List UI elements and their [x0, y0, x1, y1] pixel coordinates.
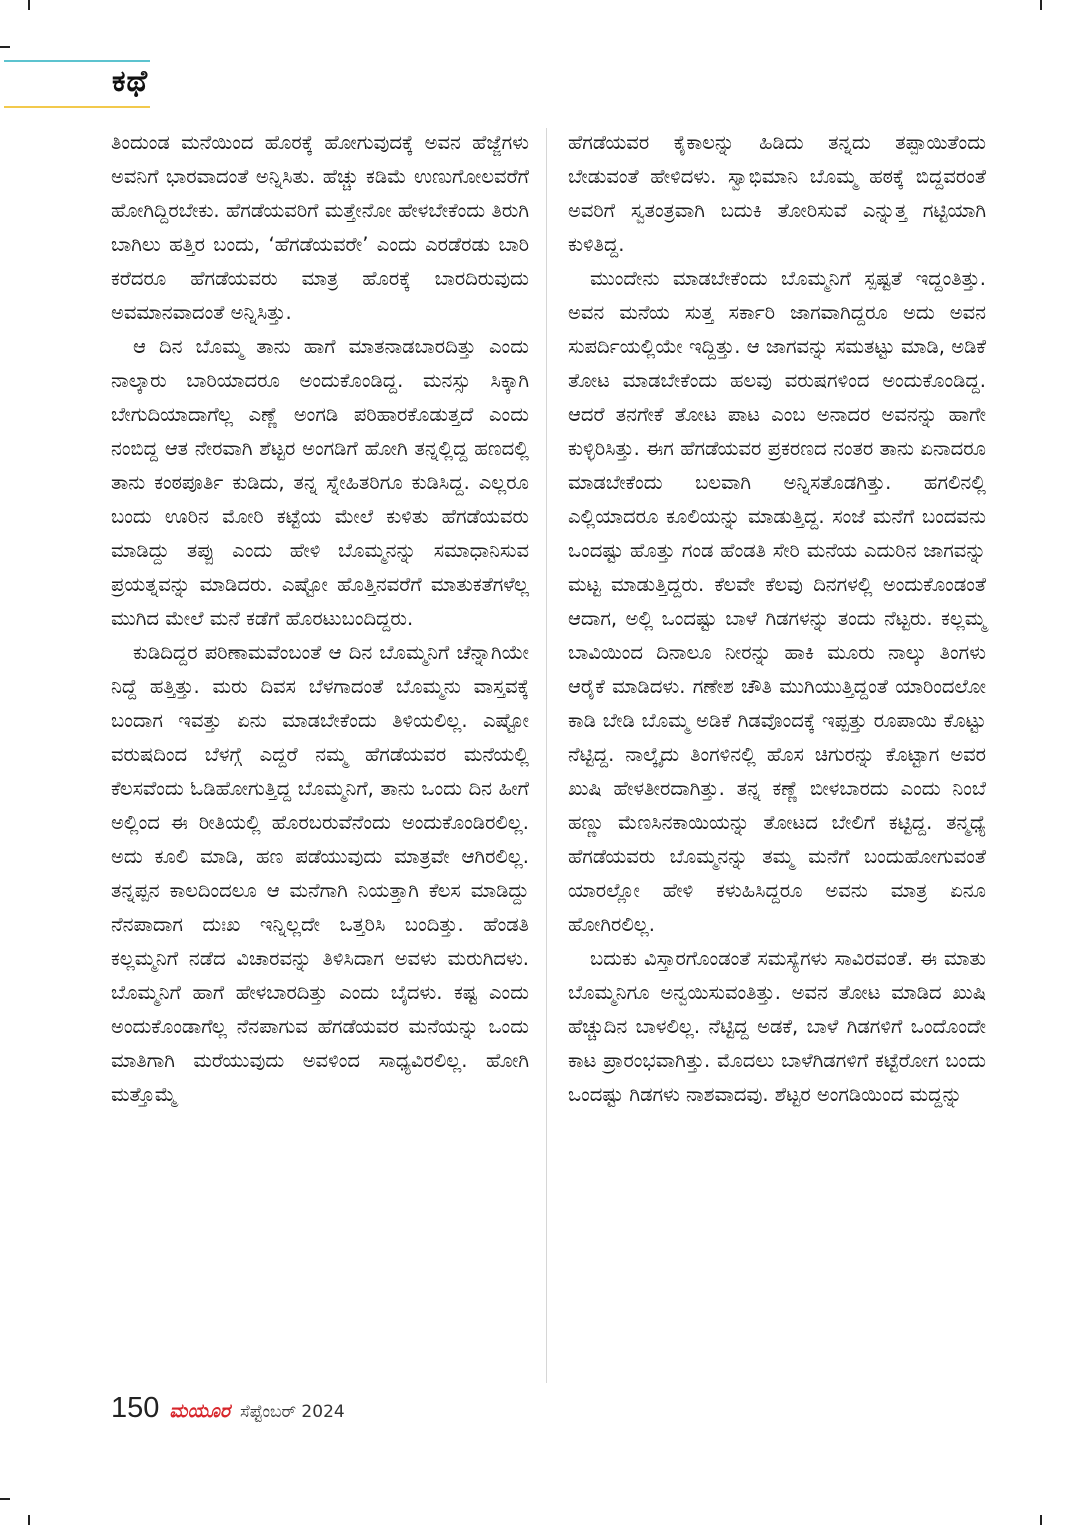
crop-mark-bottom-left	[28, 1515, 30, 1525]
crop-mark-bottom-right	[1040, 1515, 1042, 1525]
paragraph: ತಿಂದುಂಡ ಮನೆಯಿಂದ ಹೊರಕ್ಕೆ ಹೋಗುವುದಕ್ಕೆ ಅವನ ಹೆಜ್ಜೆಗಳು ಅವನಿಗೆ ಭಾರವಾದಂತೆ ಅನ್ನಿಸಿತು. ಹೆಚ್ಚು ಕಡಿಮೆ ಉಣುಗೋಲವರೆಗೆ ಹೋಗಿದ್ದಿರಬೇಕು. ಹೆಗಡೆಯವರಿಗೆ ಮತ್ತೇನೋ ಹೇಳಬೇಕೆಂದು ತಿರುಗಿ ಬಾಗಿಲು ಹತ್ತಿರ ಬಂದು, ‘ಹೆಗಡೆಯವರೇ’ ಎಂದು ಎರಡೆರಡು ಬಾರಿ ಕರೆದರೂ ಹೆಗಡೆಯವರು ಮಾತ್ರ ಹೊರಕ್ಕೆ ಬಾರದಿರುವುದು ಅವಮಾನವಾದಂತೆ ಅನ್ನಿಸಿತ್ತು.	[111, 131, 529, 324]
crop-mark-top-left	[28, 0, 30, 10]
paragraph: ಬದುಕು ವಿಸ್ತಾರಗೊಂಡಂತೆ ಸಮಸ್ಯೆಗಳು ಸಾವಿರವಂತೆ. ಈ ಮಾತು ಬೊಮ್ಮನಿಗೂ ಅನ್ವಯಿಸುವಂತಿತ್ತು. ಅವನ ತೋಟ ಮಾಡಿದ ಖುಷಿ ಹೆಚ್ಚುದಿನ ಬಾಳಲಿಲ್ಲ. ನೆಟ್ಟಿದ್ದ ಅಡಕೆ, ಬಾಳೆ ಗಿಡಗಳಿಗೆ ಒಂದೊಂದೇ ಕಾಟ ಪ್ರಾರಂಭವಾಗಿತ್ತು. ಮೊದಲು ಬಾಳೆಗಿಡಗಳಿಗೆ ಕಟ್ಟೆರೋಗ ಬಂದು ಒಂದಷ್ಟು ಗಿಡಗಳು ನಾಶವಾದವು. ಶೆಟ್ಟರ ಅಂಗಡಿಯಿಂದ ಮದ್ದನ್ನು	[568, 947, 986, 1106]
paragraph: ಕುಡಿದಿದ್ದರ ಪರಿಣಾಮವೆಂಬಂತೆ ಆ ದಿನ ಬೊಮ್ಮನಿಗೆ ಚೆನ್ನಾಗಿಯೇ ನಿದ್ದೆ ಹತ್ತಿತ್ತು. ಮರು ದಿವಸ ಬೆಳಗಾದಂತೆ ಬೊಮ್ಮನು ವಾಸ್ತವಕ್ಕೆ ಬಂದಾಗ ಇವತ್ತು ಏನು ಮಾಡಬೇಕೆಂದು ತಿಳಿಯಲಿಲ್ಲ. ಎಷ್ಟೋ ವರುಷದಿಂದ ಬೆಳಗ್ಗೆ ಎದ್ದರೆ ನಮ್ಮ ಹೆಗಡೆಯವರ ಮನೆಯಲ್ಲಿ ಕೆಲಸವೆಂದು ಓಡಿಹೋಗುತ್ತಿದ್ದ ಬೊಮ್ಮನಿಗೆ, ತಾನು ಒಂದು ದಿನ ಹೀಗೆ ಅಲ್ಲಿಂದ ಈ ರೀತಿಯಲ್ಲಿ ಹೊರಬರುವೆನೆಂದು ಅಂದುಕೊಂಡಿರಲಿಲ್ಲ. ಅದು ಕೂಲಿ ಮಾಡಿ, ಹಣ ಪಡೆಯುವುದು ಮಾತ್ರವೇ ಆಗಿರಲಿಲ್ಲ. ತನ್ನಪ್ಪನ ಕಾಲದಿಂದಲೂ ಆ ಮನೆಗಾಗಿ ನಿಯತ್ತಾಗಿ ಕೆಲಸ ಮಾಡಿದ್ದು ನೆನಪಾದಾಗ ದುಃಖ ಇನ್ನಿಲ್ಲದೇ ಒತ್ತರಿಸಿ ಬಂದಿತ್ತು. ಹೆಂಡತಿ ಕಲ್ಲಮ್ಮನಿಗೆ ನಡೆದ ವಿಚಾರವನ್ನು ತಿಳಿಸಿದಾಗ ಅವಳು ಮರುಗಿದಳು. ಬೊಮ್ಮನಿಗೆ ಹಾಗೆ ಹೇಳಬಾರದಿತ್ತು ಎಂದು ಬೈದಳು. ಕಷ್ಟ ಎಂದು ಅಂದುಕೊಂಡಾಗೆಲ್ಲ ನೆನಪಾಗುವ ಹೆಗಡೆಯವರ ಮನೆಯನ್ನು ಒಂದು ಮಾತಿಗಾಗಿ ಮರೆಯುವುದು ಅವಳಿಂದ ಸಾಧ್ಯವಿರಲಿಲ್ಲ. ಹೋಗಿ ಮತ್ತೊಮ್ಮೆ	[111, 641, 529, 1106]
header-rule-yellow	[4, 106, 150, 108]
article-column-right	[568, 126, 986, 1112]
paragraph: ಹೆಗಡೆಯವರ ಕೈಕಾಲನ್ನು ಹಿಡಿದು ತನ್ನದು ತಪ್ಪಾಯಿತೆಂದು ಬೇಡುವಂತೆ ಹೇಳಿದಳು. ಸ್ವಾಭಿಮಾನಿ ಬೊಮ್ಮ ಹಠಕ್ಕೆ ಬಿದ್ದವರಂತೆ ಅವರಿಗೆ ಸ್ವತಂತ್ರವಾಗಿ ಬದುಕಿ ತೋರಿಸುವೆ ಎನ್ನುತ್ತ ಗಟ್ಟಿಯಾಗಿ ಕುಳಿತಿದ್ದ.	[568, 131, 986, 256]
crop-mark-left-top	[0, 46, 10, 48]
paragraph: ಆ ದಿನ ಬೊಮ್ಮ ತಾನು ಹಾಗೆ ಮಾತನಾಡಬಾರದಿತ್ತು ಎಂದು ನಾಲ್ಕಾರು ಬಾರಿಯಾದರೂ ಅಂದುಕೊಂಡಿದ್ದ. ಮನಸ್ಸು ಸಿಕ್ಕಾಗಿ ಬೇಗುದಿಯಾದಾಗೆಲ್ಲ ಎಣ್ಣೆ ಅಂಗಡಿ ಪರಿಹಾರಕೊಡುತ್ತದೆ ಎಂದು ನಂಬಿದ್ದ ಆತ ನೇರವಾಗಿ ಶೆಟ್ಟರ ಅಂಗಡಿಗೆ ಹೋಗಿ ತನ್ನಲ್ಲಿದ್ದ ಹಣದಲ್ಲಿ ತಾನು ಕಂಠಪೂರ್ತಿ ಕುಡಿದು, ತನ್ನ ಸ್ನೇಹಿತರಿಗೂ ಕುಡಿಸಿದ್ದ. ಎಲ್ಲರೂ ಬಂದು ಊರಿನ ಮೋರಿ ಕಟ್ಟೆಯ ಮೇಲೆ ಕುಳಿತು ಹೆಗಡೆಯವರು ಮಾಡಿದ್ದು ತಪ್ಪು ಎಂದು ಹೇಳಿ ಬೊಮ್ಮನನ್ನು ಸಮಾಧಾನಿಸುವ ಪ್ರಯತ್ನವನ್ನು ಮಾಡಿದರು. ಎಷ್ಟೋ ಹೊತ್ತಿನವರೆಗೆ ಮಾತುಕತೆಗಳೆಲ್ಲ ಮುಗಿದ ಮೇಲೆ ಮನೆ ಕಡೆಗೆ ಹೊರಟುಬಂದಿದ್ದರು.	[111, 335, 529, 630]
column-divider	[546, 128, 547, 1383]
header-rule-teal	[4, 60, 150, 62]
page-number: 150	[111, 1392, 160, 1424]
crop-mark-top-right	[1040, 0, 1042, 10]
crop-mark-left-bottom	[0, 1498, 10, 1500]
page-footer	[111, 1392, 345, 1425]
issue-date: ಸೆಪ್ಟೆಂಬರ್ 2024	[239, 1402, 345, 1422]
magazine-logo: ಮಯೂರ	[169, 1400, 230, 1422]
section-label: ಕಥೆ	[112, 64, 149, 99]
article-column-left	[111, 126, 529, 1112]
paragraph: ಮುಂದೇನು ಮಾಡಬೇಕೆಂದು ಬೊಮ್ಮನಿಗೆ ಸ್ಪಷ್ಟತೆ ಇದ್ದಂತಿತ್ತು. ಅವನ ಮನೆಯ ಸುತ್ತ ಸರ್ಕಾರಿ ಜಾಗವಾಗಿದ್ದರೂ ಅದು ಅವನ ಸುಪರ್ದಿಯಲ್ಲಿಯೇ ಇದ್ದಿತ್ತು. ಆ ಜಾಗವನ್ನು ಸಮತಟ್ಟು ಮಾಡಿ, ಅಡಿಕೆ ತೋಟ ಮಾಡಬೇಕೆಂದು ಹಲವು ವರುಷಗಳಿಂದ ಅಂದುಕೊಂಡಿದ್ದ. ಆದರೆ ತನಗೇಕೆ ತೋಟ ಪಾಟ ಎಂಬ ಅನಾದರ ಅವನನ್ನು ಹಾಗೇ ಕುಳ್ಳಿರಿಸಿತ್ತು. ಈಗ ಹೆಗಡೆಯವರ ಪ್ರಕರಣದ ನಂತರ ತಾನು ಏನಾದರೂ ಮಾಡಬೇಕೆಂದು ಬಲವಾಗಿ ಅನ್ನಿಸತೊಡಗಿತ್ತು. ಹಗಲಿನಲ್ಲಿ ಎಲ್ಲಿಯಾದರೂ ಕೂಲಿಯನ್ನು ಮಾಡುತ್ತಿದ್ದ. ಸಂಜೆ ಮನೆಗೆ ಬಂದವನು ಒಂದಷ್ಟು ಹೊತ್ತು ಗಂಡ ಹೆಂಡತಿ ಸೇರಿ ಮನೆಯ ಎದುರಿನ ಜಾಗವನ್ನು ಮಟ್ಟ ಮಾಡುತ್ತಿದ್ದರು. ಕೆಲವೇ ಕೆಲವು ದಿನಗಳಲ್ಲಿ ಅಂದುಕೊಂಡಂತೆ ಆದಾಗ, ಅಲ್ಲಿ ಒಂದಷ್ಟು ಬಾಳೆ ಗಿಡಗಳನ್ನು ತಂದು ನೆಟ್ಟರು. ಕಲ್ಲಮ್ಮ ಬಾವಿಯಿಂದ ದಿನಾಲೂ ನೀರನ್ನು ಹಾಕಿ ಮೂರು ನಾಲ್ಕು ತಿಂಗಳು ಆರೈಕೆ ಮಾಡಿದಳು. ಗಣೇಶ ಚೌತಿ ಮುಗಿಯುತ್ತಿದ್ದಂತೆ ಯಾರಿಂದಲೋ ಕಾಡಿ ಬೇಡಿ ಬೊಮ್ಮ ಅಡಿಕೆ ಗಿಡವೊಂದಕ್ಕೆ ಇಪ್ಪತ್ತು ರೂಪಾಯಿ ಕೊಟ್ಟು ನೆಟ್ಟಿದ್ದ. ನಾಲ್ಕೈದು ತಿಂಗಳಿನಲ್ಲಿ ಹೊಸ ಚಿಗುರನ್ನು ಕೊಟ್ಟಾಗ ಅವರ ಖುಷಿ ಹೇಳತೀರದಾಗಿತ್ತು. ತನ್ನ ಕಣ್ಣೆ ಬೀಳಬಾರದು ಎಂದು ನಿಂಬೆ ಹಣ್ಣು ಮೆಣಸಿನಕಾಯಿಯನ್ನು ತೋಟದ ಬೇಲಿಗೆ ಕಟ್ಟಿದ್ದ. ತನ್ಮಧ್ಯೆ ಹೆಗಡೆಯವರು ಬೊಮ್ಮನನ್ನು ತಮ್ಮ ಮನೆಗೆ ಬಂದುಹೋಗುವಂತೆ ಯಾರಲ್ಲೋ ಹೇಳಿ ಕಳುಹಿಸಿದ್ದರೂ ಅವನು ಮಾತ್ರ ಏನೂ ಹೋಗಿರಲಿಲ್ಲ.	[568, 267, 986, 936]
